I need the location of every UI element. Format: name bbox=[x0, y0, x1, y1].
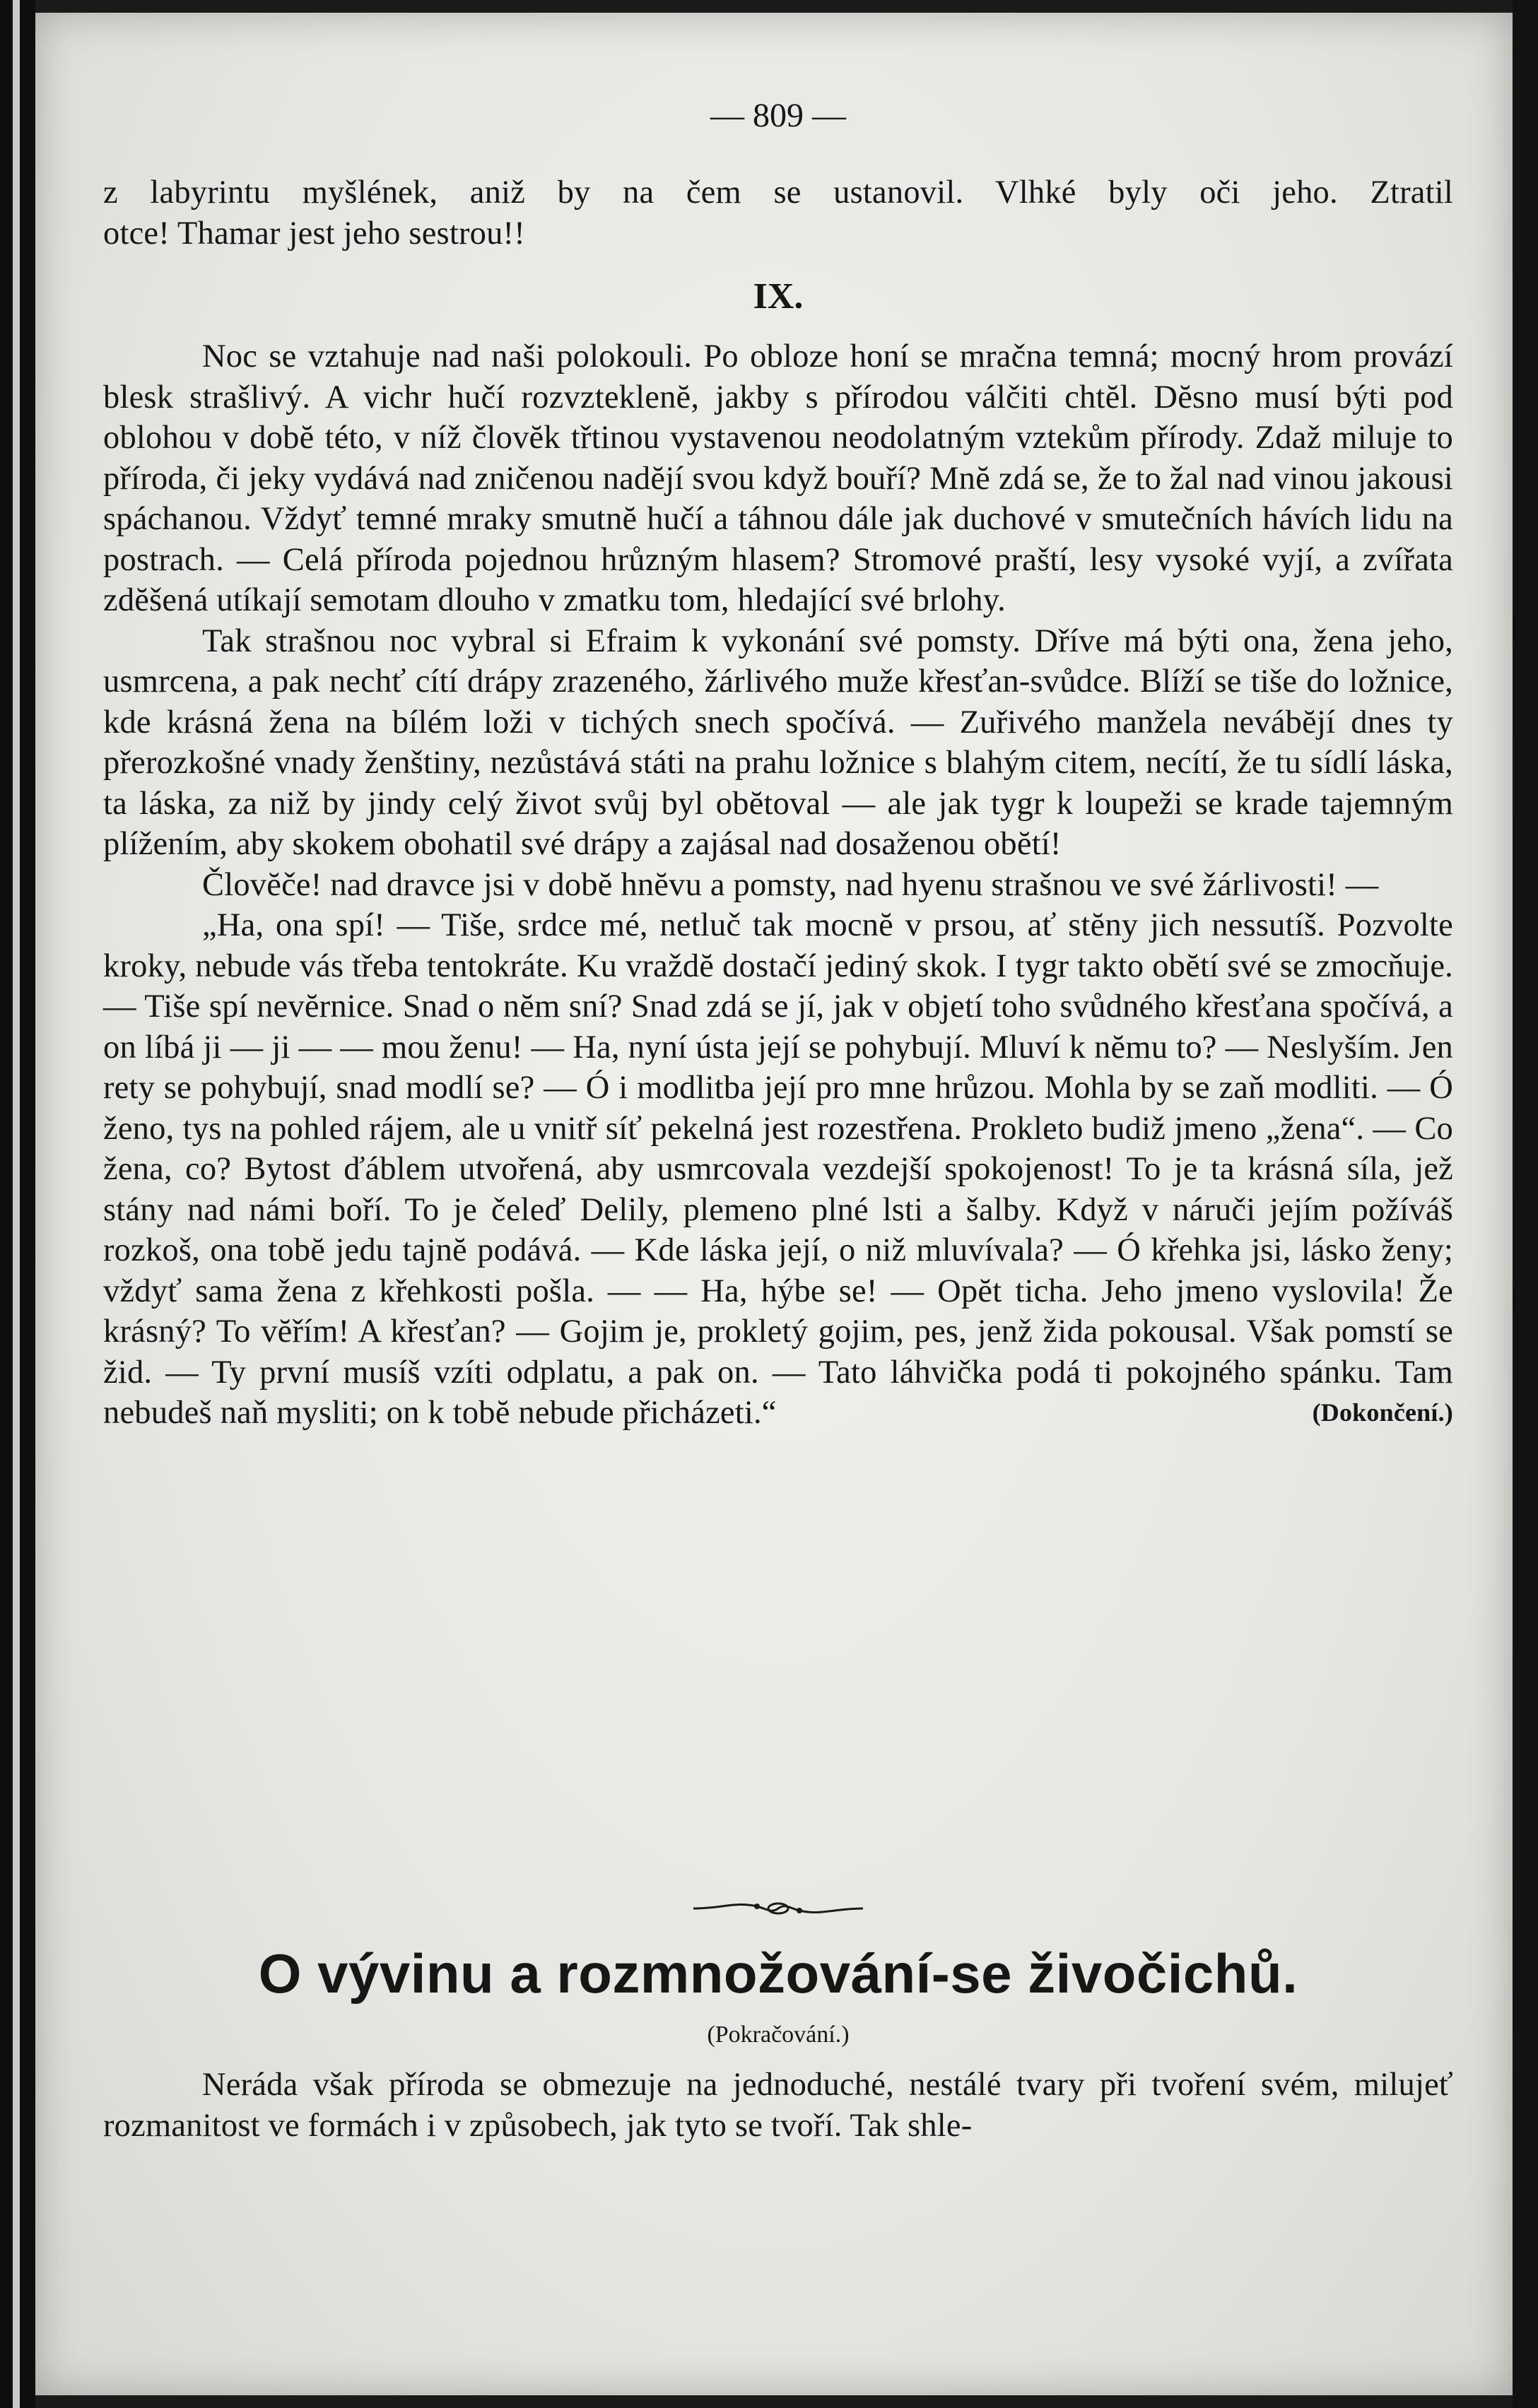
section-heading: IX. bbox=[753, 276, 804, 317]
paragraph-man: Človĕče! nad dravce jsi v dobĕ hnĕvu a pomsty, nad hyenu strašnou ve své žárlivosti! — bbox=[202, 866, 1379, 903]
scan-right-edge bbox=[1513, 0, 1538, 2408]
chapter-ending bbox=[103, 172, 1453, 254]
continued-label: (Pokračování.) bbox=[707, 2022, 850, 2048]
page-number: — 809 — bbox=[710, 97, 846, 134]
ornament-divider bbox=[103, 1898, 1453, 1922]
article-title: O vývinu a rozmnožování-se živočichů. bbox=[258, 1942, 1298, 2005]
article-text bbox=[103, 2065, 1453, 2146]
concluded-label: (Dokončení.) bbox=[1312, 1398, 1453, 1427]
chapter-ending-line-2: otce! Thamar jest jeho sestrou!! bbox=[103, 215, 525, 252]
chapter-ending-line-1: z labyrintu myšlének, aniž by na čem se ustanovil. Vlhké byly oči jeho. Ztratil bbox=[103, 175, 1453, 211]
page-sheet bbox=[35, 13, 1513, 2395]
monologue-text: „Ha, ona spí! — Tiše, srdce mé, netluč tak mocnĕ v prsou, ať stĕny jich nessutíš. Pozvolte kroky, nebude vás třeba tentokráte. Ku vraždĕ dostačí jediný skok. I tygr takto obĕtí své se zmocňuje. — Tiše spí nevĕrnice. Snad o nĕm sní? Snad zdá se jí, jak v objetí toho svůdného křesťana spočívá, a on líbá ji — ji — — mou ženu! — Ha, nyní ústa její se pohybují. Mluví k nĕmu to? — Neslyším. Jen rety se pohybují, snad modlí se? — Ó i modlitba její pro mne hrůzou. Mohla by se zaň modliti. — Ó ženo, tys na pohled rájem, ale u vnitř síť pekelná jest rozestřena. Prokleto budiž jmeno „žena“. — Co žena, co? Bytost ďáblem utvořená, aby usmrcovala vezdejší spokojenost! To je ta krásná síla, jež stány nad námi boří. To je čeleď Delily, plemeno plné lsti a šalby. Když v náruči jejím požíváš rozkoš, ona tobĕ jedu tajnĕ podává. — Kde láska její, o niž mluvívala? — Ó křehka jsi, lásko ženy; vždyť sama žena z křehkosti pošla. — — Ha, hýbe se! — Opĕt ticha. Jeho jmeno vyslovila! Že krásný? To vĕřím! A křesťan? — Gojim je, prokletý gojim, pes, jenž žida pokousal. Však pomstí se žid. — Ty první musíš vzíti odplatu, a pak on. — Tato láhvička podá ti pokojného spánku. Tam nebudeš naň mysliti; on k tobĕ nebude přicházeti.“ bbox=[103, 907, 1453, 1431]
story-text bbox=[103, 336, 1453, 1434]
article-paragraph: Neráda však příroda se obmezuje na jednoduché, nestálé tvary při tvoření svém, milujeť rozmanitost ve formách i v způsobech, jak tyto se tvoří. Tak shle- bbox=[103, 2067, 1453, 2144]
flourish-ornament-icon bbox=[686, 1898, 870, 1919]
paragraph-efraim: Tak strašnou noc vybral si Efraim k vykonání své pomsty. Dříve má býti ona, žena jeho, usmrcena, a pak nechť cítí drápy zrazeného, žárlivého muže křesťan-svůdce. Blíží se tiše do ložnice, kde krásná žena na bílém loži v tichých snech spočívá. — Zuřivého manžela nevábĕjí dnes ty přerozkošné vnady ženštiny, nezůstává státi na prahu ložnice s blahým citem, necítí, že tu sídlí láska, ta láska, za niž by jindy celý život svůj byl obĕtoval — ale jak tygr k loupeži se krade tajemným plížením, aby skokem obohatil své drápy a zajásal nad dosaženou obĕtí! bbox=[103, 622, 1453, 862]
paragraph-night: Noc se vztahuje nad naši polokouli. Po obloze honí se mračna temná; mocný hrom provází blesk strašlivý. A vichr hučí rozvzteklenĕ, jakby s přírodou válčiti chtĕl. Dĕsno musí býti pod oblohou v dobĕ této, v níž človĕk třtinou vystavenou neodolatným vztekům přírody. Zdaž miluje to příroda, či jeky vydává nad zničenou nadĕjí svou když bouří? Mnĕ zdá se, že to žal nad vinou jakousi spáchanou. Vždyť temné mraky smutnĕ hučí a táhnou dále jak duchové v smutečních hávích lidu na postrach. — Celá příroda pojednou hrůzným hlasem? Stromové praští, lesy vysoké vyjí, a zvířata zdĕšená utíkají semotam dlouho v zmatku tom, hledající své brlohy. bbox=[103, 338, 1453, 618]
paragraph-monologue bbox=[103, 905, 1453, 1434]
scan-left-edge bbox=[0, 0, 35, 2408]
